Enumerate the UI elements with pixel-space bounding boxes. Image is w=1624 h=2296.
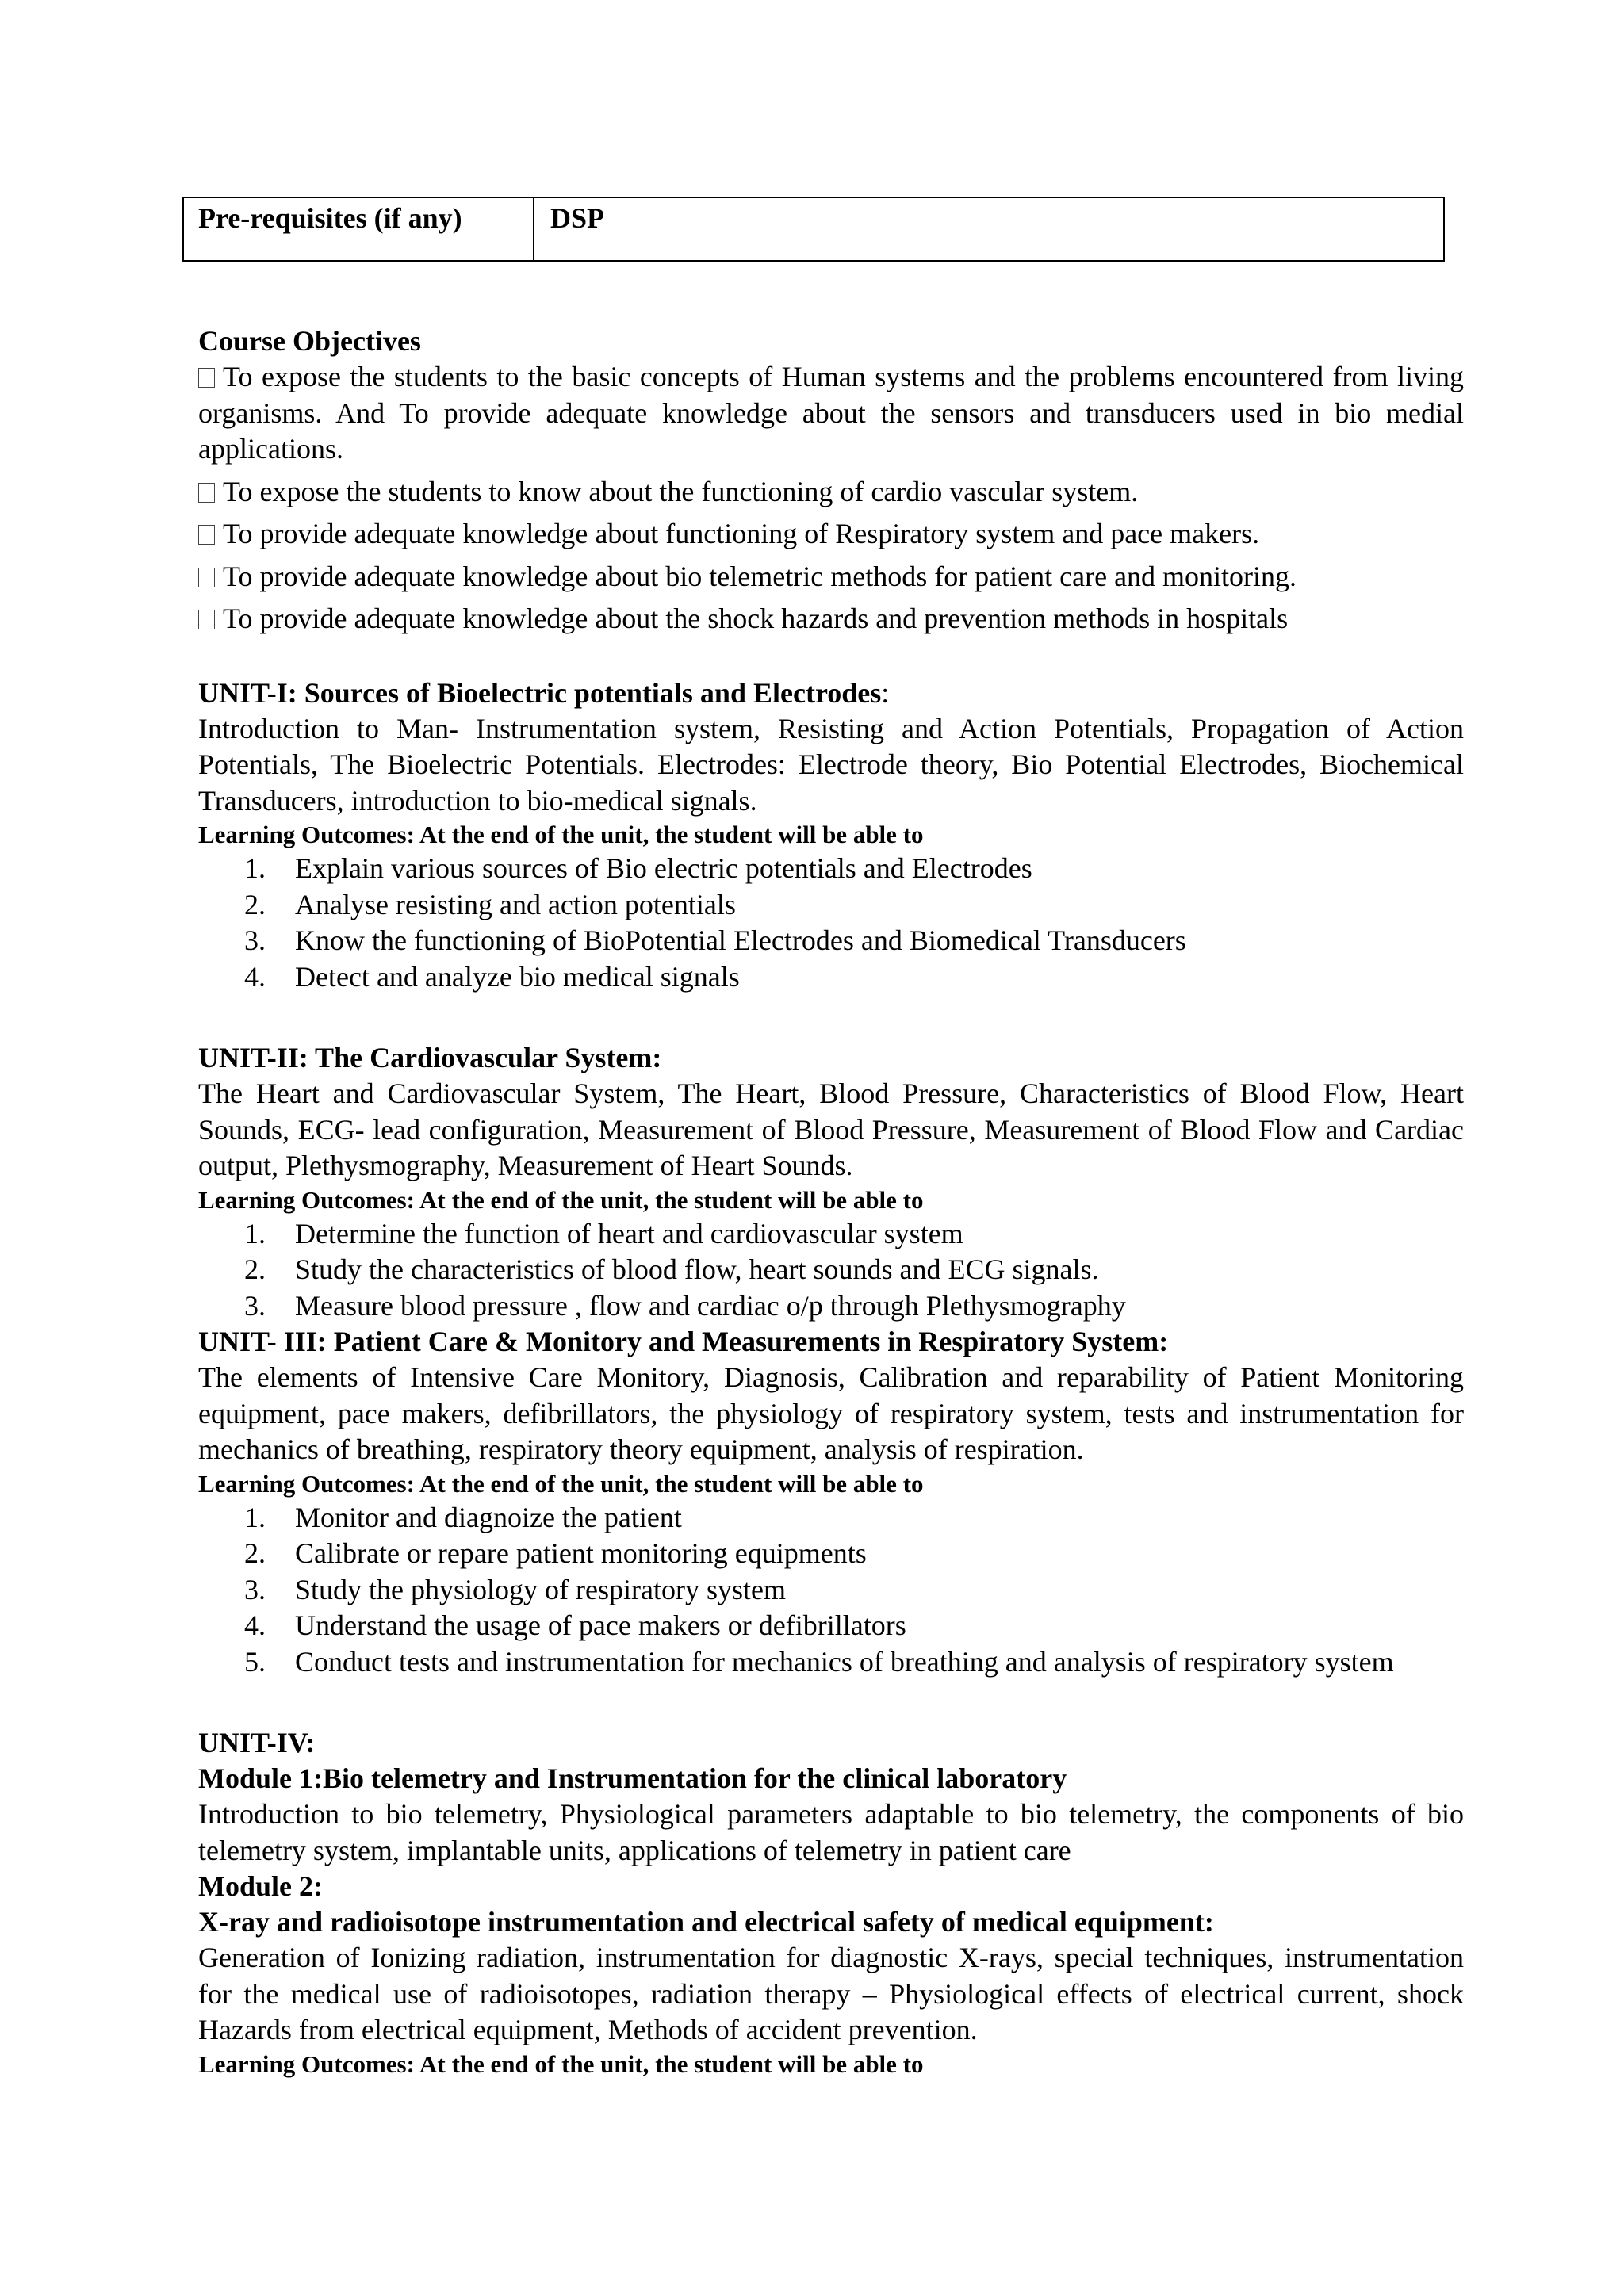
list-item: 1. Determine the function of heart and cardiovascular system [244, 1217, 963, 1249]
objective-item: To expose the students to know about the functioning of cardio vascular system. [198, 474, 1464, 511]
list-item: 1. Explain various sources of Bio electric potentials and Electrodes [244, 852, 1032, 884]
unit-1-heading: UNIT-I: Sources of Bioelectric potentials and Electrodes: [198, 676, 890, 709]
objective-item: To provide adequate knowledge about the shock hazards and prevention methods in hospitals [198, 601, 1464, 637]
unit-3-body: The elements of Intensive Care Monitory, Diagnosis, Calibration and reparability of Patient Monitoring equipment, pace makers, defibrillators, the physiology of respiratory system, tests and instrumentation for mechanics of breathing, respiratory theory equipment, analysis of respiration. [198, 1361, 1464, 1465]
list-item: 1. Monitor and diagnoize the patient [244, 1501, 682, 1533]
course-objectives-heading: Course Objectives [198, 325, 421, 357]
list-item: 2. Study the characteristics of blood flow, heart sounds and ECG signals. [244, 1253, 1099, 1285]
unit-3-outcomes-list [198, 1500, 1464, 1681]
unit-2-body: The Heart and Cardiovascular System, The Heart, Blood Pressure, Characteristics of Blood Flow, Heart Sounds, ECG- lead configuration, Measurement of Blood Pressure, Measurement of Blood Flow and Cardiac output, Plethysmography, Measurement of Heart Sounds. [198, 1077, 1464, 1181]
list-item: 3. Know the functioning of BioPotential Electrodes and Biomedical Transducers [244, 924, 1186, 956]
unit-4-module-2-label: Module 2: [198, 1870, 323, 1902]
document-content [198, 323, 1464, 2080]
list-item: 4. Understand the usage of pace makers or defibrillators [244, 1609, 906, 1641]
list-item: 3. Study the physiology of respiratory system [244, 1573, 786, 1605]
unit-1-outcomes-list [198, 851, 1464, 995]
unit-2-learning-outcomes-heading: Learning Outcomes: At the end of the unit, the student will be able to [198, 1185, 924, 1214]
unit-2-outcomes-list [198, 1216, 1464, 1325]
objective-item: To expose the students to the basic concepts of Human systems and the problems encountered from living organisms. And To provide adequate knowledge about the sensors and transducers used in bio medial applications. [198, 361, 1464, 465]
bullet-box-icon [198, 483, 215, 503]
bullet-box-icon [198, 525, 215, 545]
list-item: 5. Conduct tests and instrumentation for mechanics of breathing and analysis of respiratory system [244, 1645, 1394, 1678]
prerequisites-label: Pre-requisites (if any) [184, 198, 534, 260]
objectives-list [198, 359, 1464, 637]
unit-3-heading: UNIT- III: Patient Care & Monitory and Measurements in Respiratory System: [198, 1326, 1169, 1357]
unit-3-learning-outcomes-heading: Learning Outcomes: At the end of the unit, the student will be able to [198, 1469, 924, 1498]
unit-4-module-2-body: Generation of Ionizing radiation, instrumentation for diagnostic X-rays, special techniques, instrumentation for the medical use of radioisotopes, radiation therapy – Physiological effects of electrical current, shock Hazards from electrical equipment, Methods of accident prevention. [198, 1942, 1464, 2045]
bullet-box-icon [198, 568, 215, 587]
unit-2-heading: UNIT-II: The Cardiovascular System: [198, 1042, 662, 1073]
objective-item: To provide adequate knowledge about functioning of Respiratory system and pace makers. [198, 516, 1464, 553]
unit-4-module-2-heading: X-ray and radioisotope instrumentation and electrical safety of medical equipment: [198, 1906, 1214, 1938]
bullet-box-icon [198, 610, 215, 629]
unit-4-module-1-body: Introduction to bio telemetry, Physiological parameters adaptable to bio telemetry, the components of bio telemetry system, implantable units, applications of telemetry in patient care [198, 1798, 1464, 1866]
unit-1-body: Introduction to Man- Instrumentation system, Resisting and Action Potentials, Propagation of Action Potentials, The Bioelectric Potentials. Electrodes: Electrode theory, Bio Potential Electrodes, Biochemical Transducers, introduction to bio-medical signals. [198, 712, 1464, 817]
list-item: 2. Calibrate or repare patient monitoring equipments [244, 1537, 867, 1569]
list-item: 2. Analyse resisting and action potentials [244, 888, 736, 920]
objective-item: To provide adequate knowledge about bio telemetric methods for patient care and monitoring. [198, 559, 1464, 595]
list-item: 3. Measure blood pressure , flow and cardiac o/p through Plethysmography [244, 1289, 1126, 1322]
prerequisites-value: DSP [550, 202, 605, 234]
unit-1-learning-outcomes-heading: Learning Outcomes: At the end of the unit, the student will be able to [198, 821, 924, 848]
prerequisites-table [182, 197, 1445, 262]
list-item: 4. Detect and analyze bio medical signals [244, 960, 740, 993]
bullet-box-icon [198, 368, 215, 388]
unit-4-learning-outcomes-heading: Learning Outcomes: At the end of the unit, the student will be able to [198, 2049, 924, 2078]
unit-4-module-1-heading: Module 1:Bio telemetry and Instrumentation for the clinical laboratory [198, 1762, 1067, 1794]
unit-4-heading: UNIT-IV: [198, 1727, 316, 1758]
